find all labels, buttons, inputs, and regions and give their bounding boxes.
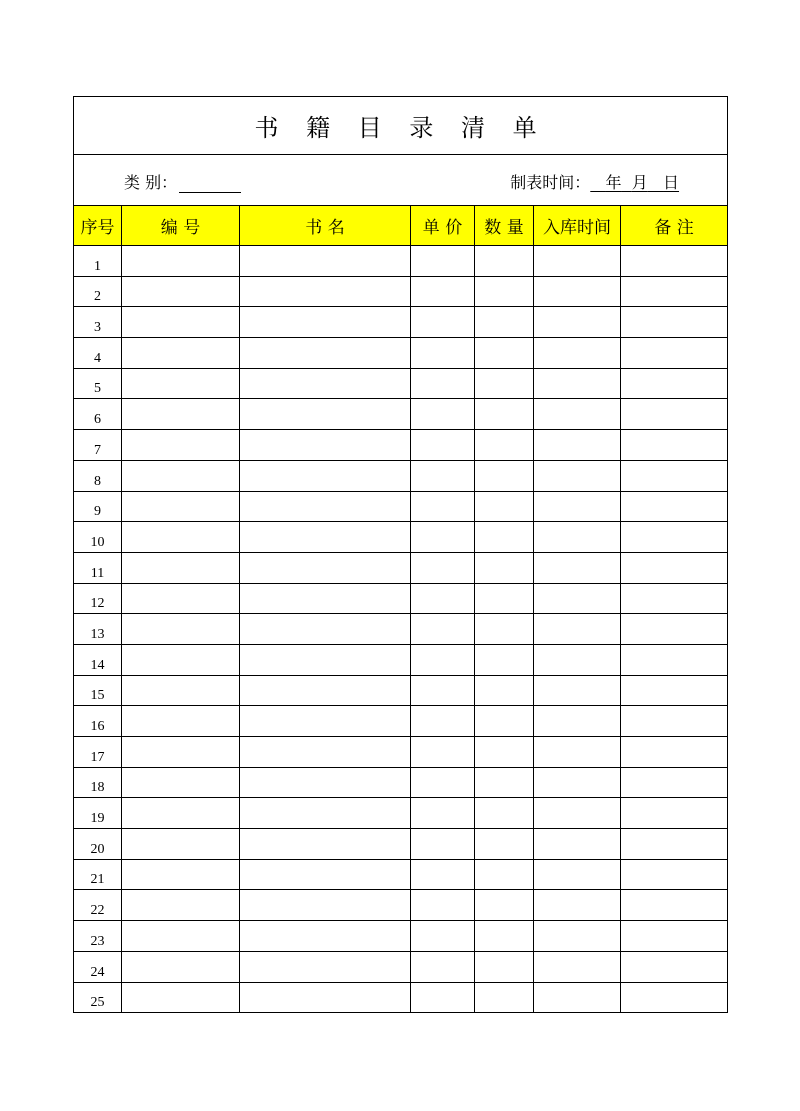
price-cell[interactable] — [411, 890, 475, 921]
row-number: 11 — [74, 552, 122, 583]
row-number: 4 — [74, 338, 122, 369]
quantity-cell[interactable] — [475, 890, 534, 921]
remarks-cell[interactable] — [621, 491, 728, 522]
code-cell[interactable] — [122, 430, 240, 461]
title-cell[interactable] — [240, 460, 411, 491]
price-cell[interactable] — [411, 460, 475, 491]
row-number: 6 — [74, 399, 122, 430]
stock-date-cell[interactable] — [534, 951, 621, 982]
row-number: 18 — [74, 767, 122, 798]
price-cell[interactable] — [411, 644, 475, 675]
remarks-cell[interactable] — [621, 675, 728, 706]
quantity-cell[interactable] — [475, 767, 534, 798]
quantity-cell[interactable] — [475, 859, 534, 890]
stock-date-cell[interactable] — [534, 368, 621, 399]
code-cell[interactable] — [122, 737, 240, 768]
quantity-cell[interactable] — [475, 583, 534, 614]
column-header-title: 书 名 — [240, 206, 411, 246]
title-cell[interactable] — [240, 430, 411, 461]
stock-date-cell[interactable] — [534, 460, 621, 491]
title-cell[interactable] — [240, 276, 411, 307]
title-cell[interactable] — [240, 829, 411, 860]
table-row — [74, 951, 728, 982]
stock-date-cell[interactable] — [534, 430, 621, 461]
price-cell[interactable] — [411, 338, 475, 369]
table-row — [74, 399, 728, 430]
table-row — [74, 737, 728, 768]
table-row — [74, 276, 728, 307]
row-number: 22 — [74, 890, 122, 921]
remarks-cell[interactable] — [621, 276, 728, 307]
row-number: 3 — [74, 307, 122, 338]
quantity-cell[interactable] — [475, 430, 534, 461]
stock-date-cell[interactable] — [534, 491, 621, 522]
table-row — [74, 921, 728, 952]
remarks-cell[interactable] — [621, 307, 728, 338]
quantity-cell[interactable] — [475, 552, 534, 583]
code-cell[interactable] — [122, 614, 240, 645]
stock-date-cell[interactable] — [534, 859, 621, 890]
quantity-cell[interactable] — [475, 982, 534, 1013]
remarks-cell[interactable] — [621, 430, 728, 461]
quantity-cell[interactable] — [475, 307, 534, 338]
info-row — [74, 155, 728, 206]
title-cell[interactable] — [240, 675, 411, 706]
code-cell[interactable] — [122, 552, 240, 583]
table-row — [74, 491, 728, 522]
table-row — [74, 460, 728, 491]
code-cell[interactable] — [122, 859, 240, 890]
table-row — [74, 338, 728, 369]
price-cell[interactable] — [411, 767, 475, 798]
stock-date-cell[interactable] — [534, 307, 621, 338]
price-cell[interactable] — [411, 307, 475, 338]
quantity-cell[interactable] — [475, 737, 534, 768]
row-number: 24 — [74, 951, 122, 982]
book-catalog-table — [73, 96, 728, 1013]
code-cell[interactable] — [122, 798, 240, 829]
price-cell[interactable] — [411, 399, 475, 430]
quantity-cell[interactable] — [475, 644, 534, 675]
row-number: 21 — [74, 859, 122, 890]
row-number: 25 — [74, 982, 122, 1013]
row-number: 20 — [74, 829, 122, 860]
price-cell[interactable] — [411, 921, 475, 952]
remarks-cell[interactable] — [621, 583, 728, 614]
page-title: 书 籍 目 录 清 单 — [74, 97, 728, 155]
table-row — [74, 706, 728, 737]
stock-date-cell[interactable] — [534, 798, 621, 829]
table-row — [74, 798, 728, 829]
stock-date-cell[interactable] — [534, 767, 621, 798]
column-header-price: 单 价 — [411, 206, 475, 246]
table-row — [74, 675, 728, 706]
code-cell[interactable] — [122, 767, 240, 798]
column-header-remarks: 备 注 — [621, 206, 728, 246]
remarks-cell[interactable] — [621, 522, 728, 553]
price-cell[interactable] — [411, 675, 475, 706]
stock-date-cell[interactable] — [534, 921, 621, 952]
table-row — [74, 307, 728, 338]
code-cell[interactable] — [122, 246, 240, 277]
table-row — [74, 522, 728, 553]
code-cell[interactable] — [122, 890, 240, 921]
price-cell[interactable] — [411, 614, 475, 645]
table-row — [74, 767, 728, 798]
title-cell[interactable] — [240, 614, 411, 645]
row-number: 13 — [74, 614, 122, 645]
code-cell[interactable] — [122, 276, 240, 307]
quantity-cell[interactable] — [475, 614, 534, 645]
category-label: 类 别： — [124, 173, 178, 192]
price-cell[interactable] — [411, 982, 475, 1013]
price-cell[interactable] — [411, 859, 475, 890]
title-cell[interactable] — [240, 798, 411, 829]
code-cell[interactable] — [122, 644, 240, 675]
remarks-cell[interactable] — [621, 859, 728, 890]
stock-date-cell[interactable] — [534, 614, 621, 645]
table-row — [74, 246, 728, 277]
quantity-cell[interactable] — [475, 338, 534, 369]
remarks-cell[interactable] — [621, 767, 728, 798]
stock-date-cell[interactable] — [534, 829, 621, 860]
stock-date-cell[interactable] — [534, 552, 621, 583]
price-cell[interactable] — [411, 552, 475, 583]
date-fill[interactable] — [590, 173, 679, 192]
row-number: 23 — [74, 921, 122, 952]
price-cell[interactable] — [411, 951, 475, 982]
quantity-cell[interactable] — [475, 921, 534, 952]
price-cell[interactable] — [411, 522, 475, 553]
title-cell[interactable] — [240, 338, 411, 369]
remarks-cell[interactable] — [621, 829, 728, 860]
remarks-cell[interactable] — [621, 951, 728, 982]
code-cell[interactable] — [122, 829, 240, 860]
quantity-cell[interactable] — [475, 276, 534, 307]
row-number: 15 — [74, 675, 122, 706]
stock-date-cell[interactable] — [534, 583, 621, 614]
date-field — [510, 170, 679, 193]
row-number: 8 — [74, 460, 122, 491]
stock-date-cell[interactable] — [534, 890, 621, 921]
price-cell[interactable] — [411, 491, 475, 522]
table-row — [74, 614, 728, 645]
remarks-cell[interactable] — [621, 798, 728, 829]
date-label: 制表时间： — [510, 173, 591, 192]
code-cell[interactable] — [122, 460, 240, 491]
title-cell[interactable] — [240, 644, 411, 675]
stock-date-cell[interactable] — [534, 276, 621, 307]
row-number: 19 — [74, 798, 122, 829]
price-cell[interactable] — [411, 829, 475, 860]
title-cell[interactable] — [240, 399, 411, 430]
table-row — [74, 829, 728, 860]
title-cell[interactable] — [240, 921, 411, 952]
code-cell[interactable] — [122, 491, 240, 522]
row-number: 10 — [74, 522, 122, 553]
stock-date-cell[interactable] — [534, 399, 621, 430]
title-cell[interactable] — [240, 246, 411, 277]
quantity-cell[interactable] — [475, 399, 534, 430]
column-header-quantity: 数 量 — [475, 206, 534, 246]
quantity-cell[interactable] — [475, 491, 534, 522]
title-cell[interactable] — [240, 859, 411, 890]
quantity-cell[interactable] — [475, 798, 534, 829]
remarks-cell[interactable] — [621, 460, 728, 491]
title-cell[interactable] — [240, 307, 411, 338]
title-cell[interactable] — [240, 767, 411, 798]
code-cell[interactable] — [122, 951, 240, 982]
price-cell[interactable] — [411, 430, 475, 461]
price-cell[interactable] — [411, 276, 475, 307]
title-cell[interactable] — [240, 368, 411, 399]
row-number: 9 — [74, 491, 122, 522]
price-cell[interactable] — [411, 706, 475, 737]
remarks-cell[interactable] — [621, 706, 728, 737]
table-row — [74, 552, 728, 583]
code-cell[interactable] — [122, 338, 240, 369]
remarks-cell[interactable] — [621, 982, 728, 1013]
title-cell[interactable] — [240, 890, 411, 921]
row-number: 17 — [74, 737, 122, 768]
remarks-cell[interactable] — [621, 552, 728, 583]
month-label: 月 — [631, 173, 648, 192]
price-cell[interactable] — [411, 246, 475, 277]
column-header-stock-date: 入库时间 — [534, 206, 621, 246]
code-cell[interactable] — [122, 522, 240, 553]
table-row — [74, 982, 728, 1013]
quantity-cell[interactable] — [475, 460, 534, 491]
year-label: 年 — [605, 173, 622, 192]
title-cell[interactable] — [240, 552, 411, 583]
stock-date-cell[interactable] — [534, 246, 621, 277]
code-cell[interactable] — [122, 982, 240, 1013]
code-cell[interactable] — [122, 368, 240, 399]
stock-date-cell[interactable] — [534, 706, 621, 737]
code-cell[interactable] — [122, 706, 240, 737]
day-label: 日 — [663, 173, 680, 192]
title-cell[interactable] — [240, 522, 411, 553]
table-row — [74, 890, 728, 921]
column-header-code: 编 号 — [122, 206, 240, 246]
remarks-cell[interactable] — [621, 890, 728, 921]
remarks-cell[interactable] — [621, 368, 728, 399]
stock-date-cell[interactable] — [534, 522, 621, 553]
stock-date-cell[interactable] — [534, 675, 621, 706]
table-row — [74, 430, 728, 461]
category-field[interactable] — [124, 170, 241, 193]
code-cell[interactable] — [122, 583, 240, 614]
stock-date-cell[interactable] — [534, 982, 621, 1013]
remarks-cell[interactable] — [621, 399, 728, 430]
quantity-cell[interactable] — [475, 829, 534, 860]
title-cell[interactable] — [240, 706, 411, 737]
quantity-cell[interactable] — [475, 246, 534, 277]
table-row — [74, 583, 728, 614]
row-number: 1 — [74, 246, 122, 277]
row-number: 16 — [74, 706, 122, 737]
price-cell[interactable] — [411, 798, 475, 829]
table-row — [74, 368, 728, 399]
remarks-cell[interactable] — [621, 644, 728, 675]
remarks-cell[interactable] — [621, 614, 728, 645]
row-number: 12 — [74, 583, 122, 614]
remarks-cell[interactable] — [621, 246, 728, 277]
stock-date-cell[interactable] — [534, 737, 621, 768]
title-cell[interactable] — [240, 737, 411, 768]
remarks-cell[interactable] — [621, 338, 728, 369]
quantity-cell[interactable] — [475, 368, 534, 399]
code-cell[interactable] — [122, 675, 240, 706]
quantity-cell[interactable] — [475, 522, 534, 553]
row-number: 5 — [74, 368, 122, 399]
table-header-row — [74, 206, 728, 246]
row-number: 7 — [74, 430, 122, 461]
title-cell[interactable] — [240, 982, 411, 1013]
price-cell[interactable] — [411, 737, 475, 768]
code-cell[interactable] — [122, 307, 240, 338]
quantity-cell[interactable] — [475, 951, 534, 982]
stock-date-cell[interactable] — [534, 338, 621, 369]
remarks-cell[interactable] — [621, 921, 728, 952]
price-cell[interactable] — [411, 583, 475, 614]
title-cell[interactable] — [240, 491, 411, 522]
table-row — [74, 859, 728, 890]
quantity-cell[interactable] — [475, 675, 534, 706]
title-cell[interactable] — [240, 951, 411, 982]
column-header-seq: 序号 — [74, 206, 122, 246]
title-cell[interactable] — [240, 583, 411, 614]
row-number: 2 — [74, 276, 122, 307]
table-row — [74, 644, 728, 675]
price-cell[interactable] — [411, 368, 475, 399]
row-number: 14 — [74, 644, 122, 675]
code-cell[interactable] — [122, 399, 240, 430]
remarks-cell[interactable] — [621, 737, 728, 768]
quantity-cell[interactable] — [475, 706, 534, 737]
book-catalog-sheet — [73, 96, 727, 1013]
stock-date-cell[interactable] — [534, 644, 621, 675]
category-blank[interactable] — [179, 176, 241, 193]
code-cell[interactable] — [122, 921, 240, 952]
table-body — [74, 246, 728, 1013]
